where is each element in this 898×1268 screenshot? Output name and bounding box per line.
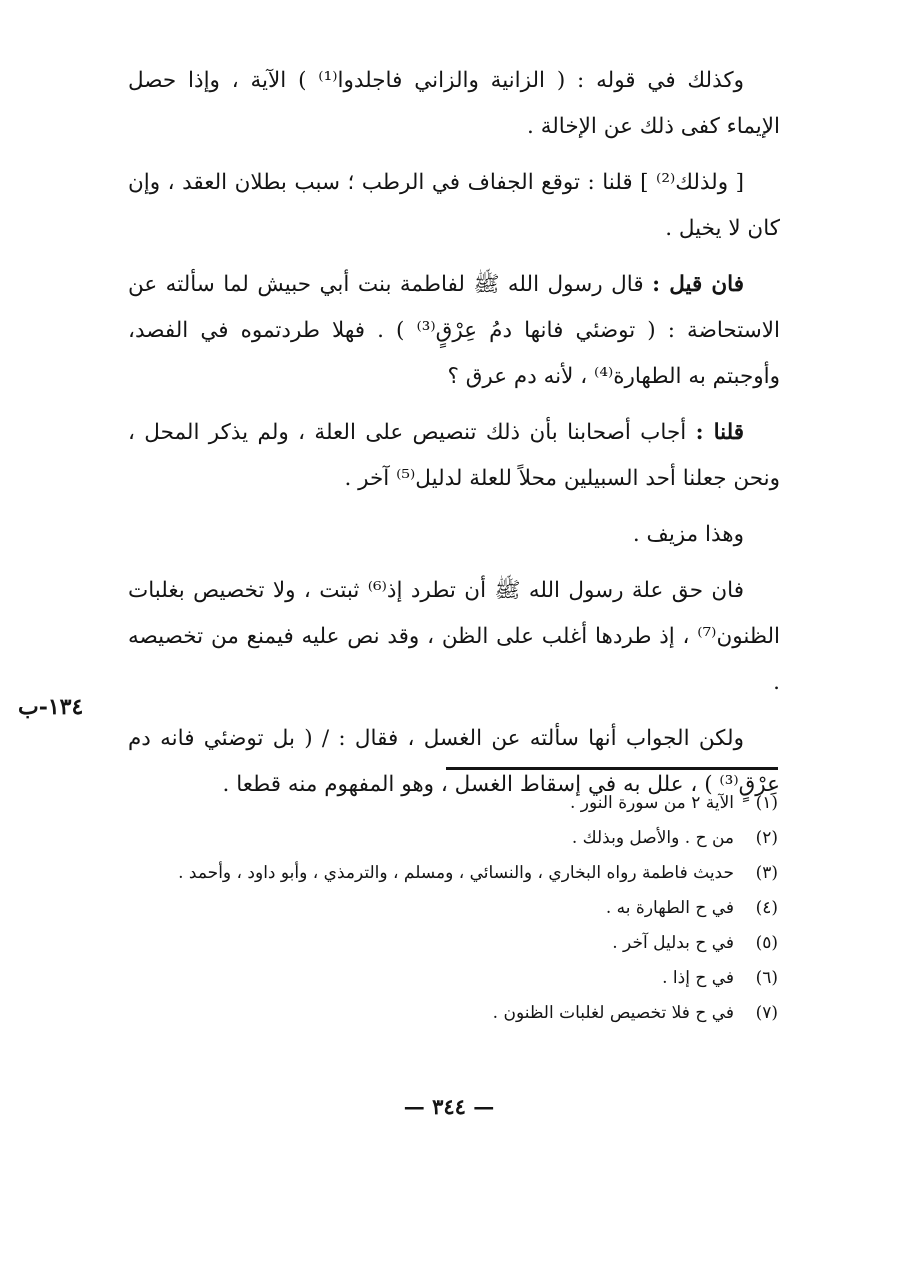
- paragraph-4: [128, 410, 780, 502]
- footnote-number: (٤): [755, 898, 778, 918]
- paragraph-6: [128, 568, 780, 706]
- footnote-6: [128, 961, 778, 996]
- footnote-divider: [446, 767, 778, 770]
- footnote-text: الآية ٢ من سورة النور .: [569, 793, 734, 813]
- footnote-text: في ح إذا .: [662, 968, 734, 988]
- paragraph-2-text: [ ولذلك⁽²⁾ ] قلنا : توقع الجفاف في الرطب ؛ سبب بطلان العقد ، وإن كان لا يخيل .: [128, 170, 780, 241]
- footnote-text: في ح الطهارة به .: [605, 898, 734, 918]
- footnote-7: [128, 996, 778, 1031]
- footnote-number: (٣): [755, 863, 778, 883]
- footnote-number: (٦): [755, 968, 778, 988]
- footnote-number: (٥): [755, 933, 778, 953]
- footnote-3: [128, 856, 778, 891]
- paragraph-6-text: فان حق علة رسول الله ﷺ أن تطرد إذ⁽⁶⁾ ثبتت ، ولا تخصيص بغلبات الظنون⁽⁷⁾ ، إذ طردها أغلب على الظن ، وقد نص عليه فيمنع من تخصيصه .: [128, 578, 780, 695]
- main-text: [128, 58, 780, 818]
- paragraph-5-text: وهذا مزيف .: [632, 522, 744, 547]
- footnote-text: من ح . والأصل وبذلك .: [571, 828, 734, 848]
- footnote-number: (٧): [755, 1003, 778, 1023]
- paragraph-3-text: قال رسول الله ﷺ لفاطمة بنت أبي حبيش لما سألته عن الاستحاضة : ( توضئي فانها دمُ عِرْقٍ⁽³⁾ ) . فهلا طردتموه في الفصد، وأوجبتم به الطهارة⁽⁴⁾ ، لأنه دم عرق ؟: [128, 272, 781, 389]
- footnotes: [128, 786, 778, 1031]
- footnote-text: في ح فلا تخصيص لغلبات الظنون .: [492, 1003, 734, 1023]
- paragraph-3: [128, 262, 780, 400]
- paragraph-4-lead: قلنا :: [695, 420, 745, 445]
- footnote-number: (١): [755, 793, 778, 813]
- paragraph-7-text: ولكن الجواب أنها سألته عن الغسل ، فقال : / ( بل توضئي فانه دم عِرْقٍ⁽³⁾ ) ، علل به في إسقاط الغسل ، وهو المفهوم منه قطعا .: [128, 726, 780, 797]
- manuscript-folio-note: ١٣٤-ب: [18, 694, 84, 720]
- footnote-number: (٢): [755, 828, 778, 848]
- footnote-1: [128, 786, 778, 821]
- footnote-2: [128, 821, 778, 856]
- footnote-text: في ح بدليل آخر .: [612, 933, 734, 953]
- paragraph-3-lead: فان قيل :: [652, 272, 744, 297]
- footnote-4: [128, 891, 778, 926]
- paragraph-1-text: وكذلك في قوله : ( الزانية والزاني فاجلدوا⁽¹⁾ ) الآية ، وإذا حصل الإيماء كفى ذلك عن الإخالة .: [128, 68, 780, 139]
- paragraph-4-text: أجاب أصحابنا بأن ذلك تنصيص على العلة ، ولم يذكر المحل ، ونحن جعلنا أحد السبيلين محلاً للعلة لدليل⁽⁵⁾ آخر .: [128, 420, 780, 491]
- page-number: — ٣٤٤ —: [403, 1094, 495, 1119]
- paragraph-1: [128, 58, 780, 150]
- paragraph-5: [128, 512, 780, 558]
- footnote-text: حديث فاطمة رواه البخاري ، والنسائي ، ومسلم ، والترمذي ، وأبو داود ، وأحمد .: [178, 863, 734, 883]
- footnote-5: [128, 926, 778, 961]
- paragraph-2: [128, 160, 780, 252]
